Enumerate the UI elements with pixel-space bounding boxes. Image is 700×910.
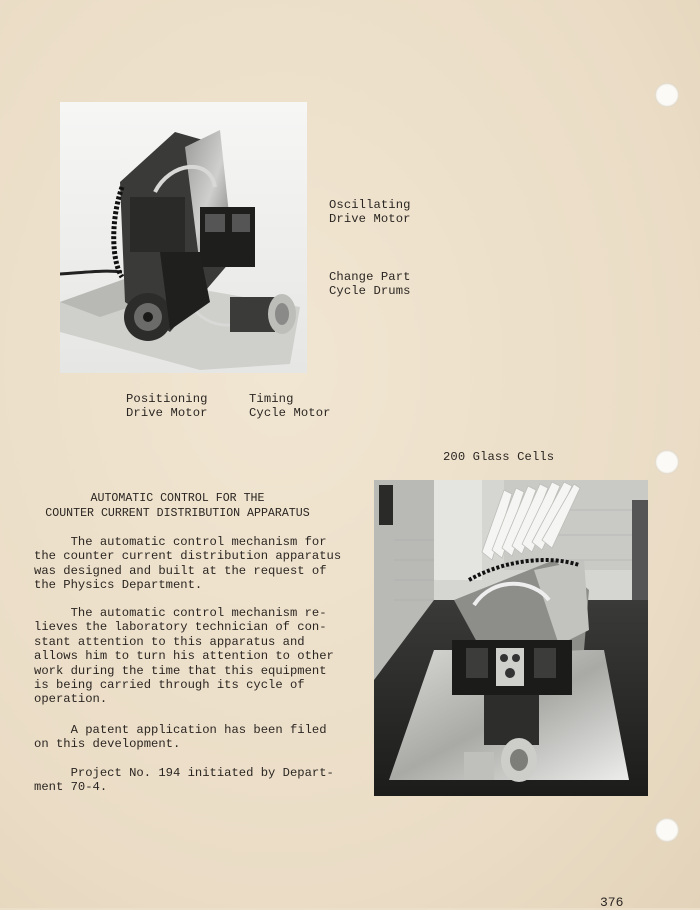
article-title-line-2: COUNTER CURRENT DISTRIBUTION APPARATUS — [45, 507, 310, 520]
binder-hole-top — [655, 83, 679, 107]
binder-hole-bottom — [655, 818, 679, 842]
mechanism-photo — [60, 102, 307, 373]
caption-timing-cycle-motor: Timing Cycle Motor — [249, 392, 331, 420]
caption-glass-cells: 200 Glass Cells — [443, 450, 555, 464]
binder-hole-middle — [655, 450, 679, 474]
article-paragraph-2: The automatic control mechanism re- lieves the laboratory technician of con- stant attention to this apparatus and allows him to turn his attention to other work during the time that this equipment is being carried through its cycle of operation. — [34, 606, 334, 707]
article-paragraph-3: A patent application has been filed on this development. — [34, 723, 327, 752]
article-paragraph-4: Project No. 194 initiated by Depart- ment 70-4. — [34, 766, 334, 795]
caption-oscillating-drive-motor: Oscillating Drive Motor — [329, 198, 411, 226]
mechanism-illustration — [60, 102, 307, 373]
article-paragraph-1: The automatic control mechanism for the counter current distribution apparatus was designed and built at the request of the Physics Department. — [34, 535, 342, 593]
caption-positioning-drive-motor: Positioning Drive Motor — [126, 392, 208, 420]
article-title-line-1: AUTOMATIC CONTROL FOR THE — [90, 492, 265, 505]
caption-change-part-cycle-drums: Change Part Cycle Drums — [329, 270, 411, 298]
apparatus-illustration — [374, 480, 648, 796]
page-number: 376 — [600, 895, 624, 910]
apparatus-photo — [374, 480, 648, 796]
